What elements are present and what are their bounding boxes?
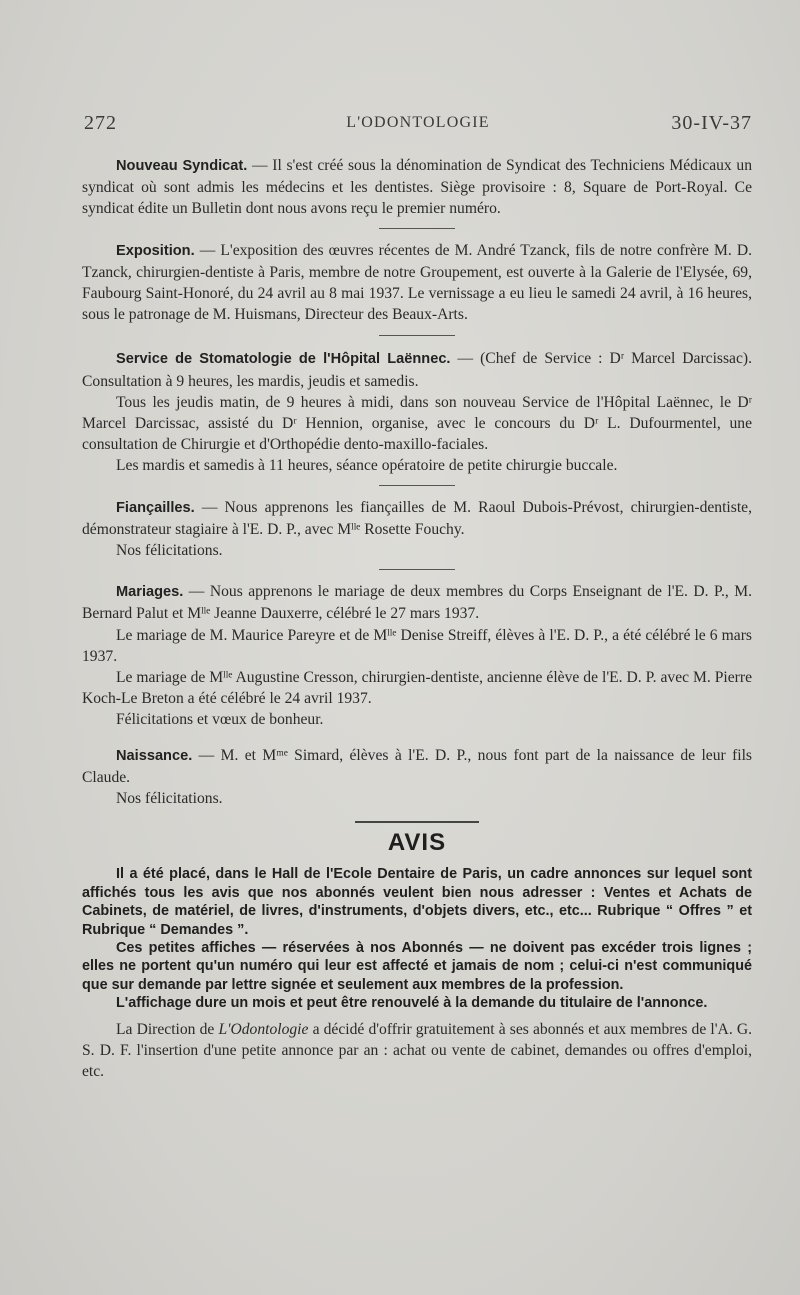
separator-rule — [379, 485, 455, 486]
page-number: 272 — [84, 112, 117, 134]
naissance-heading: Naissance. — [116, 747, 193, 764]
exposition-paragraph — [82, 240, 752, 326]
stomatologie-paragraph — [82, 348, 752, 391]
closing-text-a: La Direction de — [116, 1020, 219, 1038]
mariages-heading: Mariages. — [116, 584, 184, 601]
journal-title: L'ODONTOLOGIE — [346, 114, 490, 131]
exposition-text: — L'exposition des œuvres récentes de M. André Tzanck, fils de notre confrère M. D. Tzanck, chirurgien-dentiste à Paris, membre de notre Groupement, est ouverte à la Galerie de l'Elysée, 69, Faubourg Saint-Honoré, du 24 avril au 8 mai 1937. Le vernissage a eu lieu le samedi 24 avril, à 16 heures, sous le patronage de M. Huismans, Directeur des Beaux-Arts. — [82, 241, 752, 324]
stomatologie-paragraph-3: Les mardis et samedis à 11 heures, séance opératoire de petite chirurgie buccale. — [116, 457, 618, 475]
avis-title: AVIS — [387, 829, 447, 857]
mariages-paragraph-3: Le mariage de Mˡˡᵉ Augustine Cresson, chirurgien-dentiste, ancienne élève de l'E. D. P. avec M. Pierre Koch-Le Breton a été célébré le 24 avril 1937. — [82, 669, 752, 708]
naissance-paragraph — [82, 745, 752, 788]
stomatologie-heading: Service de Stomatologie de l'Hôpital Laënnec. — [116, 351, 451, 368]
mariages-paragraph-4: Félicitations et vœux de bonheur. — [116, 711, 324, 729]
article-body — [82, 155, 752, 1082]
stomatologie-text: — (Chef de Service : Dʳ Marcel Darcissac). Consultation à 9 heures, les mardis, jeudis et samedis. — [82, 350, 752, 390]
journal-name-italic: L'Odontologie — [218, 1020, 309, 1038]
exposition-heading: Exposition. — [116, 242, 195, 259]
syndicat-heading: Nouveau Syndicat. — [116, 158, 248, 174]
avis-separator-rule — [355, 821, 479, 823]
avis-paragraph-1: Il a été placé, dans le Hall de l'Ecole Dentaire de Paris, un cadre annonces sur lequel sont affichés tous les avis que nos abonnés veulent bien nous adresser : Ventes et Achats de Cabinets, de matériel, de livres, d'instruments, d'objets divers, etc., etc... Rubrique “ Offres ” et Rubrique “ Demandes ”. — [82, 866, 752, 938]
mariages-paragraph — [82, 581, 752, 624]
naissance-text: — M. et Mᵐᵉ Simard, élèves à l'E. D. P., nous font part de la naissance de leur fils Claude. — [82, 746, 752, 786]
fiancailles-paragraph — [82, 497, 752, 540]
separator-rule — [379, 228, 455, 229]
fiancailles-heading: Fiançailles. — [116, 499, 195, 516]
syndicat-paragraph — [82, 155, 752, 220]
avis-closing-paragraph — [82, 1019, 752, 1083]
avis-paragraph-2: Ces petites affiches — réservées à nos Abonnés — ne doivent pas excéder trois lignes ; elles ne portent qu'un numéro qui leur est affecté et jamais de nom ; celui-ci n'est communiqué que sur demande par lettre signée et seulement aux membres de la profession. — [82, 939, 752, 993]
closing-text-b: a décidé d'offrir gratuitement à ses abonnés et aux membres de l'A. G. S. D. F. l'insertion d'une petite annonce par an : achat ou vente de cabinet, demandes ou offres d'emploi, etc. — [82, 1020, 753, 1080]
fiancailles-paragraph-2: Nos félicitations. — [116, 542, 223, 560]
spacer — [82, 731, 752, 745]
mariages-text: — Nous apprenons le mariage de deux membres du Corps Enseignant de l'E. D. P., M. Bernard Palut et Mˡˡᵉ Jeanne Dauxerre, célébré le 27 mars 1937. — [82, 583, 752, 623]
separator-rule — [379, 569, 455, 570]
stomatologie-paragraph-2: Tous les jeudis matin, de 9 heures à midi, dans son nouveau Service de l'Hôpital Laënnec, le Dʳ Marcel Darcissac, assisté du Dʳ Hennion, organise, avec le concours du Dʳ L. Dufourmentel, une consultation de Chirurgie et d'Orthopédie dento-maxillo-faciales. — [82, 393, 752, 454]
running-header — [84, 110, 752, 140]
issue-date: 30-IV-37 — [671, 112, 752, 134]
fiancailles-text: — Nous apprenons les fiançailles de M. Raoul Dubois-Prévost, chirurgien-dentiste, démonstrateur stagiaire à l'E. D. P., avec Mˡˡᵉ Rosette Fouchy. — [82, 498, 752, 538]
avis-paragraph-3: L'affichage dure un mois et peut être renouvelé à la demande du titulaire de l'annonce. — [116, 995, 708, 1012]
syndicat-text: — Il s'est créé sous la dénomination de Syndicat des Techniciens Médicaux un syndicat où sont admis les médecins et les dentistes. Siège provisoire : 8, Square de Port-Royal. Ce syndicat édite un Bulletin dont nous avons reçu le premier numéro. — [82, 157, 752, 218]
avis-section — [82, 829, 752, 1012]
mariages-paragraph-2: Le mariage de M. Maurice Pareyre et de Mˡˡᵉ Denise Streiff, élèves à l'E. D. P., a été célébré le 6 mars 1937. — [82, 626, 752, 665]
separator-rule — [379, 335, 455, 336]
naissance-paragraph-2: Nos félicitations. — [116, 790, 223, 808]
